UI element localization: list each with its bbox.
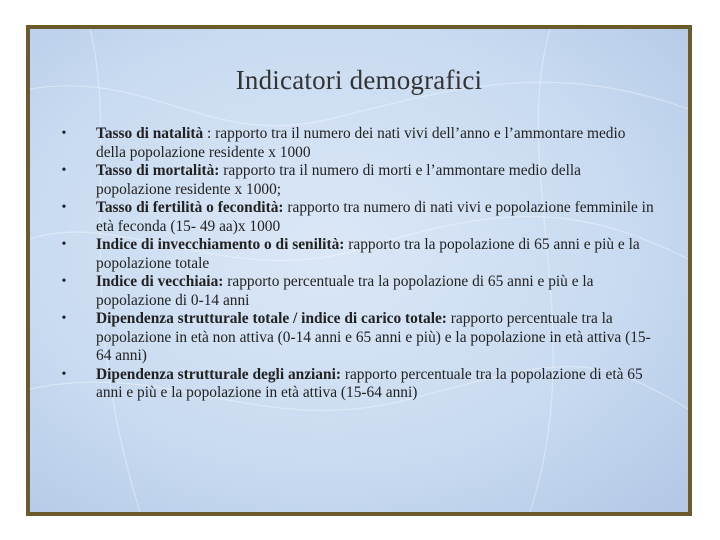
item-text: rapporto percentuale tra la popolazione di 65 anni e più e la popolazione di 0-14 anni	[96, 273, 594, 309]
bullet-icon: •	[61, 200, 67, 215]
item-text: rapporto tra la popolazione di 65 anni e più e la popolazione totale	[96, 236, 640, 272]
bullet-icon: •	[61, 366, 67, 382]
bullet-icon: •	[61, 237, 67, 252]
item-term: Indice di invecchiamento o di senilità:	[96, 236, 345, 253]
bullet-icon: •	[61, 274, 67, 289]
item-term: Tasso di natalità	[96, 125, 204, 142]
item-text: rapporto tra il numero di morti e l’ammontare medio della popolazione residente x 1000;	[96, 162, 581, 198]
item-term: Tasso di mortalità:	[96, 162, 220, 179]
item-text: rapporto percentuale tra la popolazione di età 65 anni e più e la popolazione in età attiva (15-64 anni)	[96, 365, 643, 401]
list-item	[56, 199, 656, 236]
item-term: Indice di vecchiaia:	[96, 273, 224, 290]
item-term: Tasso di fertilità o fecondità:	[96, 199, 284, 216]
item-text: rapporto percentuale tra la popolazione in età non attiva (0-14 anni e 65 anni e più) e la popolazione in età attiva (15-64 anni)	[96, 310, 651, 364]
indicator-list	[56, 125, 656, 403]
item-term: Dipendenza strutturale totale / indice di carico totale:	[96, 310, 447, 327]
item-text: : rapporto tra il numero dei nati vivi dell’anno e l’ammontare medio della popolazione residente x 1000	[96, 125, 626, 161]
item-term: Dipendenza strutturale degli anziani:	[96, 365, 341, 383]
list-item	[56, 125, 656, 162]
slide-frame	[26, 25, 692, 516]
slide-title: Indicatori demografici	[235, 65, 483, 95]
list-item	[56, 310, 656, 366]
bullet-icon: •	[61, 126, 67, 141]
list-item	[56, 273, 656, 310]
list-item	[56, 162, 656, 199]
item-text: rapporto tra numero di nati vivi e popolazione femminile in età feconda (15- 49 aa)x 1000	[96, 199, 654, 235]
bullet-icon: •	[61, 311, 67, 326]
list-item	[56, 366, 656, 403]
list-item	[56, 236, 656, 273]
bullet-icon: •	[61, 163, 67, 178]
